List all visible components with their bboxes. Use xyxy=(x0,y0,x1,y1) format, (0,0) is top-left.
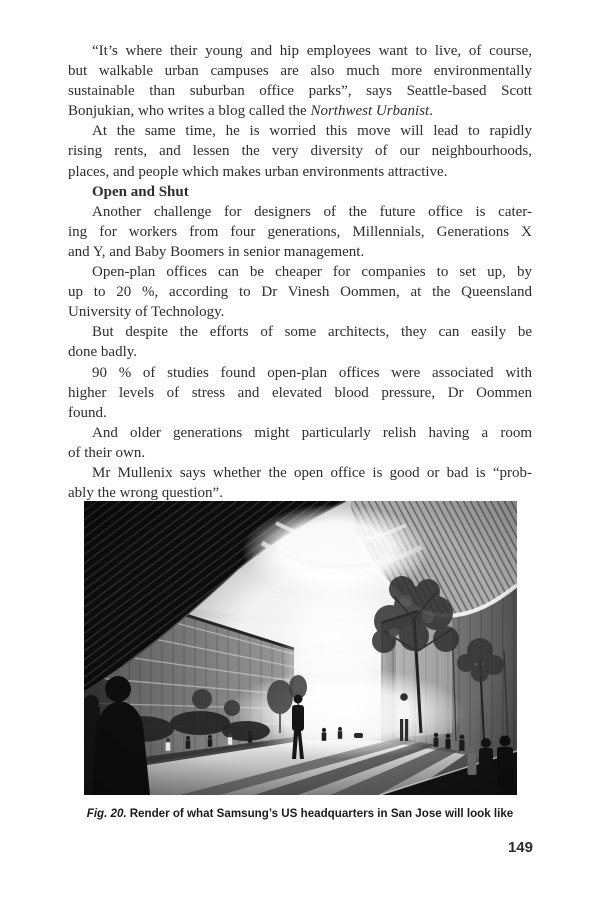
text-line: and Y, and Baby Boomers in senior management. xyxy=(68,243,365,260)
text-line: ably the wrong question”. xyxy=(68,485,223,502)
text-line: up to 20 %, according to Dr Vinesh Oommen, at the Queensland xyxy=(68,284,532,301)
text-line: At the same time, he is worried this move will lead to rapidly xyxy=(92,123,532,140)
figure-image xyxy=(84,501,517,795)
paragraph xyxy=(68,423,532,463)
text-line: found. xyxy=(68,404,107,421)
figure-caption xyxy=(50,806,550,822)
text-line: Bonjukian, who writes a blog called the Northwest Urbanist. xyxy=(68,103,433,120)
paragraph xyxy=(68,202,532,262)
paragraph xyxy=(68,363,532,423)
text-line: Another challenge for designers of the future office is cater- xyxy=(92,203,532,220)
text-line: of their own. xyxy=(68,444,146,461)
text-line: rising rents, and lessen the very diversity of our neighbourhoods, xyxy=(68,143,532,160)
text-line: 90 % of studies found open-plan offices were associated with xyxy=(92,364,532,381)
text-line: sustainable than suburban office parks”, says Seattle-based Scott xyxy=(68,83,532,100)
paragraph xyxy=(68,463,532,503)
page-number: 149 xyxy=(507,839,533,856)
text-line: But despite the efforts of some architects, they can easily be xyxy=(92,324,532,341)
text-line: Mr Mullenix says whether the open office is good or bad is “prob- xyxy=(92,464,532,481)
paragraph xyxy=(68,322,532,362)
text-line: And older generations might particularly relish having a room xyxy=(92,424,532,441)
figure xyxy=(84,501,517,795)
paragraph xyxy=(68,262,532,322)
text-line: but walkable urban campuses are also much more environmentally xyxy=(68,63,532,80)
text-line: Open and Shut xyxy=(92,183,189,200)
paragraph xyxy=(68,41,532,121)
text-line: University of Technology. xyxy=(68,304,225,321)
text-line: Open-plan offices can be cheaper for companies to set up, by xyxy=(92,264,532,281)
figure-caption-label: Fig. 20. xyxy=(86,807,127,820)
text-line: ing for workers from four generations, Millennials, Generations X xyxy=(68,223,532,240)
text-line: done badly. xyxy=(68,344,138,361)
section-heading xyxy=(68,182,532,202)
paragraph xyxy=(68,121,532,181)
text-column xyxy=(68,41,532,503)
text-line: higher levels of stress and elevated blood pressure, Dr Oommen xyxy=(68,384,532,401)
figure-caption-text: Render of what Samsung’s US headquarters in San Jose will look like xyxy=(129,807,514,820)
text-line: places, and people which makes urban environments attractive. xyxy=(68,163,448,180)
text-line: “It’s where their young and hip employees want to live, of course, xyxy=(92,43,532,59)
